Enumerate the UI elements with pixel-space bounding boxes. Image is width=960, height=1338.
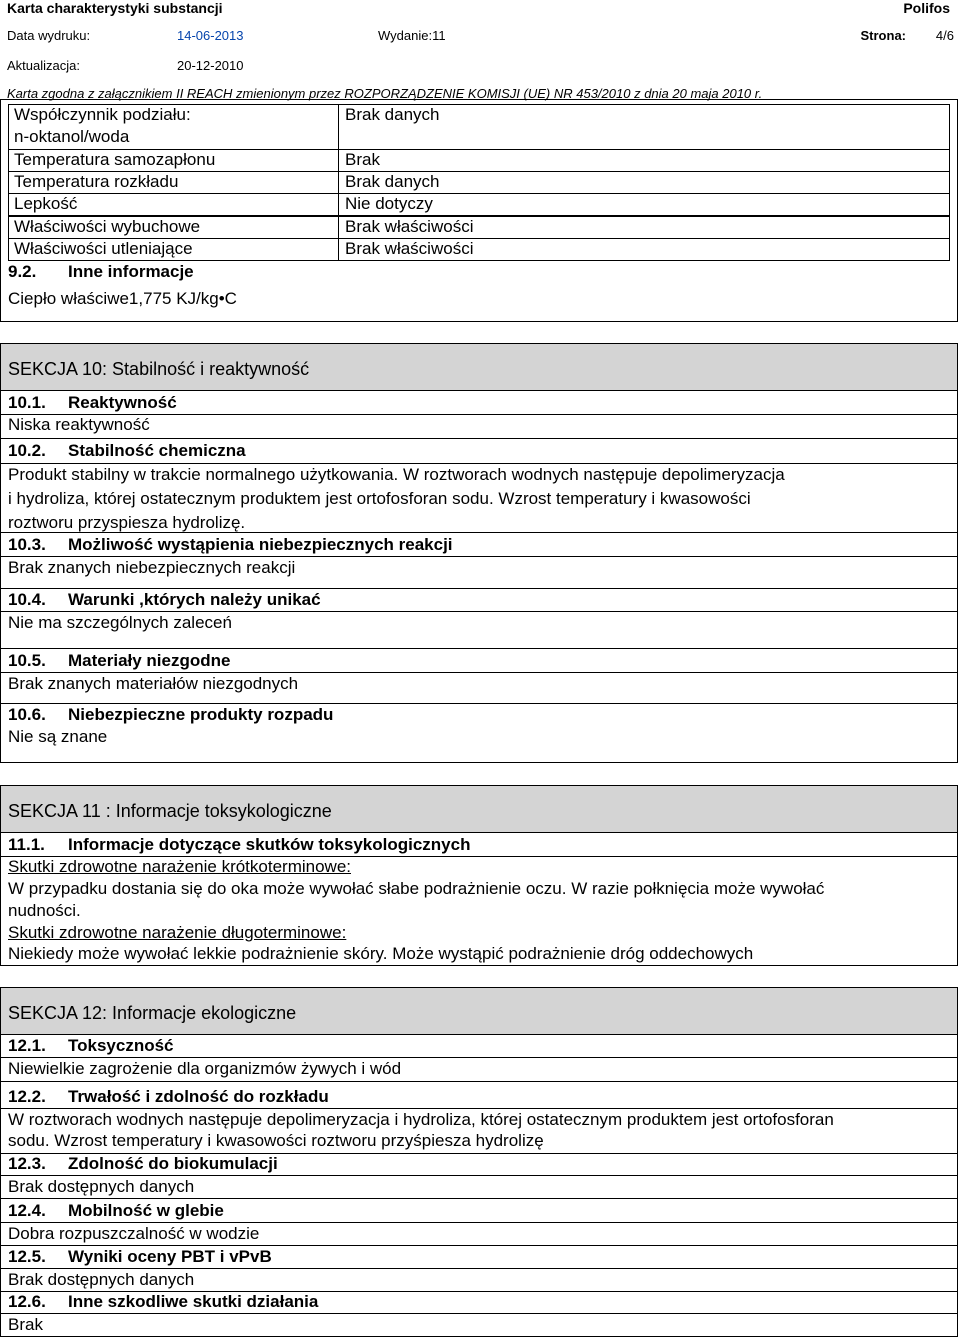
subsection-title: Wyniki oceny PBT i vPvB: [68, 1247, 272, 1266]
degradability-text: sodu. Wzrost temperatury i kwasowości roztworu przyśpiesza hydrolizę: [8, 1131, 544, 1150]
text-field: [0, 1313, 958, 1337]
subsection-title: Zdolność do biokumulacji: [68, 1154, 278, 1173]
bioaccumulation-text: Brak dostępnych danych: [8, 1177, 195, 1196]
header-print-row: [0, 28, 960, 46]
stability-text-line: i hydroliza, której ostatecznym produktem jest ortofosforan sodu. Wzrost temperatury i kwasowości: [8, 489, 751, 508]
header-update-row: [0, 58, 960, 76]
page-header: [0, 0, 960, 18]
property-value: Brak właściwości: [345, 217, 474, 236]
section-title: SEKCJA 12: Informacje ekologiczne: [8, 1003, 297, 1023]
subsection-number: 12.1.: [8, 1036, 46, 1055]
subsection-title: Niebezpieczne produkty rozpadu: [68, 705, 334, 724]
property-label: Właściwości wybuchowe: [14, 217, 201, 236]
incompatible-materials-text: Brak znanych materiałów niezgodnych: [8, 674, 299, 693]
short-term-effects-text: W przypadku dostania się do oka może wywołać słabe podrażnienie oczu. W razie połknięcia może wywołać: [8, 879, 825, 898]
property-value: Brak danych: [345, 105, 440, 124]
subsection-title: Trwałość i zdolność do rozkładu: [68, 1087, 329, 1106]
hazardous-reactions-text: Brak znanych niebezpiecznych reakcji: [8, 558, 296, 577]
subsection-title: Stabilność chemiczna: [68, 441, 246, 460]
subsection-number: 10.3.: [8, 535, 46, 554]
reactivity-text: Niska reaktywność: [8, 415, 150, 434]
property-label: Temperatura samozapłonu: [14, 150, 216, 169]
section-title: SEKCJA 11 : Informacje toksykologiczne: [8, 801, 332, 821]
property-label: Właściwości utleniające: [14, 239, 193, 258]
regulation-note: Karta zgodna z załącznikiem II REACH zmienionym przez ROZPORZĄDZENIE KOMISJI (UE) NR 453/2010 z dnia 20 maja 2010 r.: [7, 86, 763, 101]
update-label: Aktualizacja:: [7, 58, 80, 73]
property-value: Nie dotyczy: [345, 194, 433, 213]
property-value: Brak: [345, 150, 380, 169]
property-value: Brak właściwości: [345, 239, 474, 258]
subsection-title: Mobilność w glebie: [68, 1201, 224, 1220]
long-term-effects-text: Niekiedy może wywołać lekkie podrażnienie skóry. Może wystąpić podrażnienie dróg oddechowych: [8, 944, 754, 963]
subsection-title: Warunki ,których należy unikać: [68, 590, 321, 609]
property-value: Brak danych: [345, 172, 440, 191]
other-effects-text: Brak: [8, 1315, 43, 1334]
edition: Wydanie:11: [378, 28, 446, 43]
decomposition-text: Nie są znane: [8, 727, 108, 746]
subsection-number: 12.2.: [8, 1087, 46, 1106]
specific-heat-text: Ciepło właściwe1,775 KJ/kg•C: [8, 289, 237, 308]
subsection-number: 12.6.: [8, 1292, 46, 1311]
subsection-number: 12.3.: [8, 1154, 46, 1173]
subsection-number: 10.5.: [8, 651, 46, 670]
subsection-number: 10.6.: [8, 705, 46, 724]
subsection-number: 10.2.: [8, 441, 46, 460]
property-label: Współczynnik podziału:: [14, 105, 191, 124]
short-term-effects-text: nudności.: [8, 901, 81, 920]
subsection-title: Inne informacje: [68, 262, 194, 281]
property-label: Temperatura rozkładu: [14, 172, 179, 191]
long-term-effects-label: Skutki zdrowotne narażenie długoterminowe:: [8, 923, 347, 942]
section-11-header: [0, 785, 958, 833]
page-number: 4/6: [935, 28, 954, 43]
toxicity-text: Niewielkie zagrożenie dla organizmów żywych i wód: [8, 1059, 402, 1078]
conditions-text: Nie ma szczególnych zaleceń: [8, 613, 232, 632]
subsection-number: 9.2.: [8, 262, 37, 281]
subsection-number: 11.1.: [8, 835, 45, 854]
print-date-label: Data wydruku:: [7, 28, 91, 43]
property-value-cell: [338, 149, 950, 172]
property-label-continued: n-oktanol/woda: [14, 127, 130, 146]
mobility-text: Dobra rozpuszczalność w wodzie: [8, 1224, 260, 1243]
subsection-title: Możliwość wystąpienia niebezpiecznych reakcji: [68, 535, 453, 554]
subsection-number: 12.4.: [8, 1201, 46, 1220]
page-label: Strona:: [860, 28, 906, 43]
subsection-title: Reaktywność: [68, 393, 177, 412]
subsection-number: 10.1.: [8, 393, 46, 412]
subsection-number: 10.4.: [8, 590, 46, 609]
subsection-title: Materiały niezgodne: [68, 651, 231, 670]
property-label: Lepkość: [14, 194, 78, 213]
section-title: SEKCJA 10: Stabilność i reaktywność: [8, 359, 310, 379]
document-title: Karta charakterystyki substancji: [7, 0, 223, 16]
subsection-title: Toksyczność: [68, 1036, 174, 1055]
degradability-text: W roztworach wodnych następuje depolimeryzacja i hydroliza, której ostatecznym produktem jest ortofosforan: [8, 1110, 834, 1129]
section-10-header: [0, 343, 958, 391]
section-12-header: [0, 987, 958, 1035]
stability-text-line: Produkt stabilny w trakcie normalnego użytkowania. W roztworach wodnych następuje depolimeryzacja: [8, 465, 785, 484]
stability-text-line: roztworu przyspiesza hydrolizę.: [8, 513, 246, 532]
short-term-effects-label: Skutki zdrowotne narażenie krótkoterminowe:: [8, 857, 351, 876]
print-date: 14-06-2013: [177, 28, 244, 43]
product-name: Polifos: [903, 0, 950, 16]
subsection-title: Inne szkodliwe skutki działania: [68, 1292, 319, 1311]
pbt-text: Brak dostępnych danych: [8, 1270, 195, 1289]
subsection-number: 12.5.: [8, 1247, 46, 1266]
update-date: 20-12-2010: [177, 58, 244, 73]
subsection-title: Informacje dotyczące skutków toksykologicznych: [68, 835, 471, 854]
